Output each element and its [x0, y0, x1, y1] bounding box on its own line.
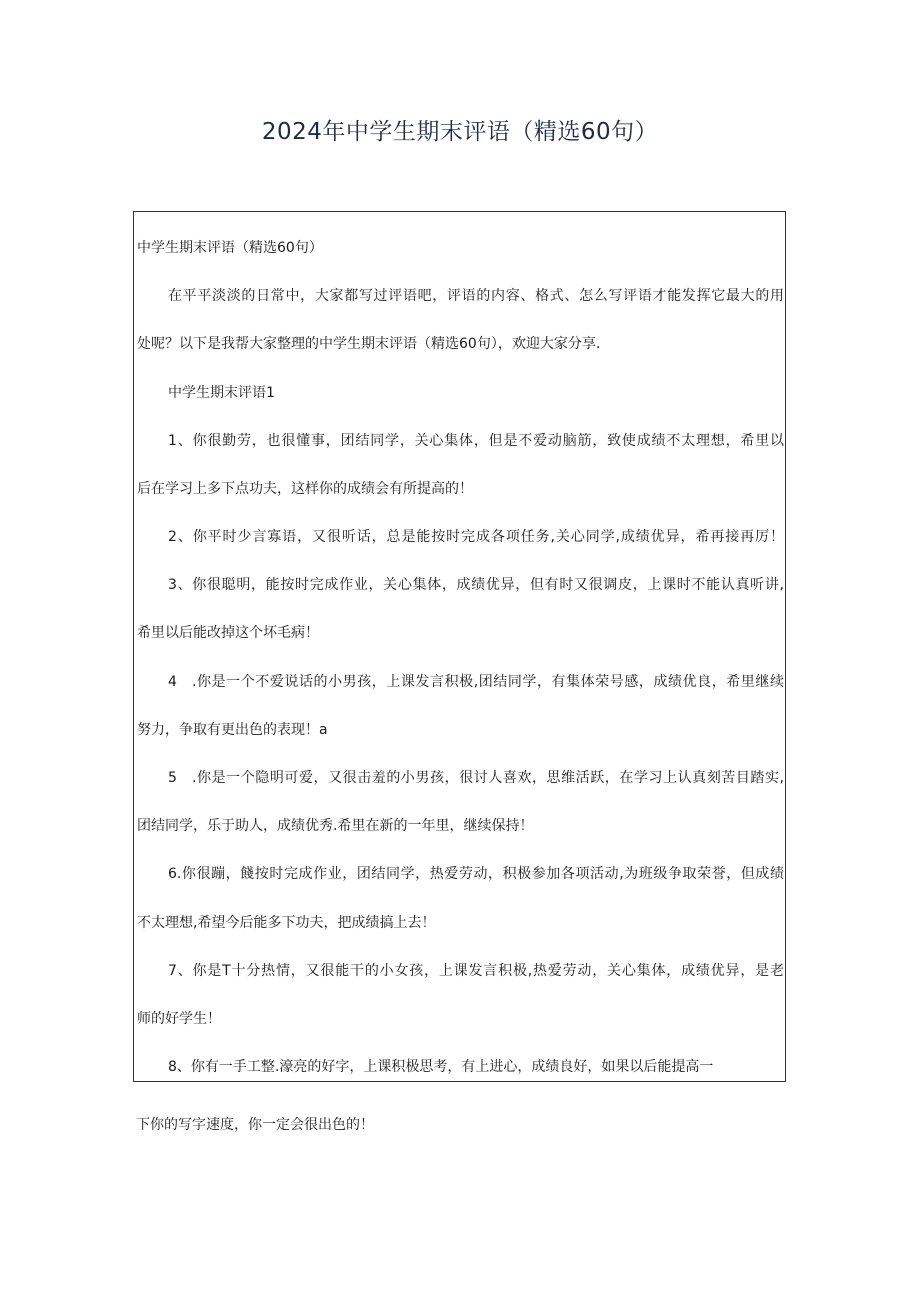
continuation-line: 下你的写字速度，你一定会很出色的！ [136, 1117, 374, 1133]
comment-line: 2、你平时少言寡语，又很听话，总是能按时完成各项任务,关心同学,成绩优异，希再接再厉！ [168, 529, 784, 545]
comment-line: 不太理想,希望今后能多下功夫，把成绩搞上去！ [137, 915, 436, 931]
comment-line: 8、你有一手工整.濠亮的好字，上课积极思考，有上进心，成绩良好，如果以后能提高一 [168, 1059, 714, 1075]
comment-line: 后在学习上多下点功夫，这样你的成绩会有所提高的！ [137, 481, 473, 497]
comment-line: 3、你很聪明，能按时完成作业，关心集体，成绩优异，但有时又很调皮，上课时不能认真听讲, [168, 577, 784, 593]
section-heading: 中学生期末评语（精选60句） [137, 240, 323, 256]
comment-line: 4 .你是一个不爱说话的小男孩，上课发言积极,团结同学，有集体荣号感，成绩优良，希里继续 [168, 674, 784, 690]
intro-paragraph-line: 处呢？以下是我帮大家整理的中学生期末评语（精选60句），欢迎大家分享. [137, 336, 601, 352]
comment-line: 5 .你是一个隐明可爱，又很击羞的小男孩，很讨人喜欢，思维活跃，在学习上认真刻苦目踏实, [168, 770, 784, 786]
intro-paragraph-line: 在平平淡淡的日常中，大家都写过评语吧，评语的内容、格式、怎么写评语才能发挥它最大的用 [168, 288, 784, 304]
subsection-heading: 中学生期末评语1 [168, 385, 275, 401]
comment-line: 师的好学生！ [137, 1011, 221, 1027]
comment-line: 希里以后能改掉这个坏毛病！ [137, 625, 319, 641]
comment-line: 1、你很勤劳，也很懂事，团结同学，关心集体，但是不爱动脑筋，致使成绩不太理想，希里以 [168, 433, 784, 449]
comment-line: 努力，争取有更出色的表现！a [137, 722, 328, 738]
comment-line: 团结同学，乐于助人，成绩优秀.希里在新的一年里，继续保持！ [137, 818, 534, 834]
comment-line: 7、你是T十分热情，又很能干的小女孩，上课发言积极,热爱劳动，关心集体，成绩优异，是老 [168, 963, 784, 979]
document-title: 2024年中学生期末评语（精选60句） [261, 119, 659, 145]
comment-line: 6.你很蹦，餞按时完成作业，团结同学，热爱劳动，积极参加各项活动,为班级争取荣誉，但成绩 [168, 866, 784, 882]
content-box [133, 211, 786, 1082]
